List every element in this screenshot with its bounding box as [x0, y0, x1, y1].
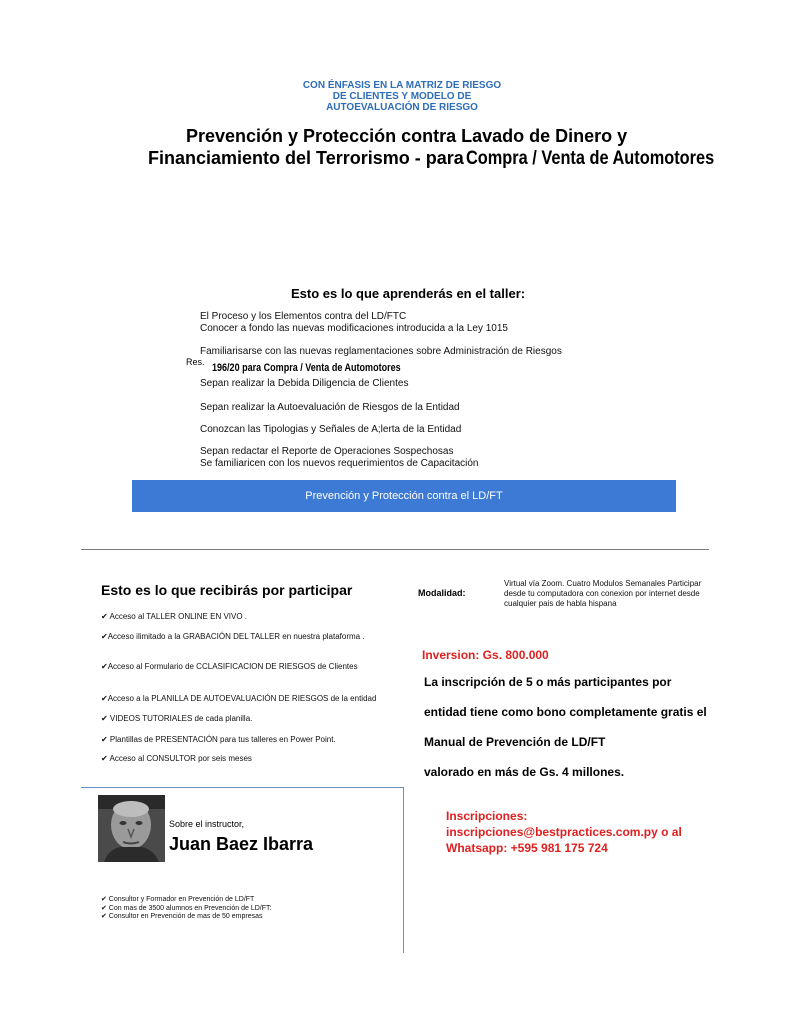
title-prefix: Financiamiento del Terrorismo - para: [148, 148, 464, 168]
promo-line: entidad tiene como bono completamente gratis el: [424, 705, 707, 719]
receive-item: ✔ Plantillas de PRESENTACIÓN para tus talleres en Power Point.: [101, 735, 336, 744]
emphasis-line: DE CLIENTES Y MODELO DE: [332, 91, 472, 102]
emphasis-line: AUTOEVALUACIÓN DE RIESGO: [326, 102, 478, 113]
learn-item: Familiarisarse con las nuevas reglamentaciones sobre Administración de Riesgos: [200, 346, 562, 357]
receive-heading: Esto es lo que recibirás por participar: [101, 582, 353, 598]
learn-item: Conozcan las Tipologias y Señales de A;lerta de la Entidad: [200, 424, 462, 435]
promo-line: La inscripción de 5 o más participantes por: [424, 675, 672, 689]
receive-item: ✔ VIDEOS TUTORIALES de cada planilla.: [101, 714, 253, 723]
receive-item: ✔ Acceso al TALLER ONLINE EN VIVO .: [101, 612, 248, 621]
receive-item: ✔Acceso al Formulario de CCLASIFICACION DE RIESGOS de Clientes: [101, 662, 358, 671]
learn-item: Sepan realizar la Autoevaluación de Riesgos de la Entidad: [200, 402, 460, 413]
learn-item: Sepan redactar el Reporte de Operaciones Sospechosas: [200, 446, 454, 457]
instructor-name: Juan Baez Ibarra: [169, 834, 314, 854]
instructor-item: ✔ Consultor en Prevención de mas de 50 empresas: [101, 913, 263, 920]
modality-label: Modalidad:: [418, 588, 466, 598]
section-divider: [81, 549, 709, 550]
emphasis-line: CON ÉNFASIS EN LA MATRIZ DE RIESGO: [302, 80, 502, 91]
title-highlight: Compra / Venta de Automotores: [465, 148, 714, 169]
price-inversion: Inversion: Gs. 800.000: [422, 648, 549, 662]
learn-item: Conocer a fondo las nuevas modificaciones introducida a la Ley 1015: [200, 323, 508, 334]
instructor-item: ✔ Consultor y Formador en Prevención de LD/FT: [101, 896, 255, 903]
learn-item: El Proceso y los Elementos contra del LD/FTC: [200, 311, 407, 322]
instructor-avatar: [98, 795, 165, 862]
promo-line: valorado en más de Gs. 4 millones.: [424, 765, 625, 779]
learn-heading: Esto es lo que aprenderás en el taller:: [291, 286, 526, 301]
contact-block: [446, 808, 682, 856]
learn-item: Se familiaricen con los nuevos requerimientos de Capacitación: [200, 458, 479, 469]
modality-text: Virtual vía Zoom. Cuatro Modulos Semanales Participar desde tu computadora con conexion por internet desde cualquier pais de habla hispana: [504, 579, 702, 608]
person-photo-icon: [98, 795, 165, 862]
page-title-line1: Prevención y Protección contra Lavado de Dinero y: [186, 126, 628, 146]
contact-whatsapp[interactable]: Whatsapp: +595 981 175 724: [446, 841, 608, 855]
learn-item: Sepan realizar la Debida Diligencia de Clientes: [200, 378, 409, 389]
contact-email[interactable]: inscripciones@bestpractices.com.py o al: [446, 825, 682, 839]
receive-item: ✔Acceso ilimitado a la GRABACIÓN DEL TALLER en nuestra plataforma .: [101, 632, 365, 641]
res-label: Res.: [186, 357, 205, 367]
emphasis-subtitle: [250, 80, 554, 113]
res-text: 196/20 para Compra / Venta de Automotores: [212, 362, 401, 374]
contact-label: Inscripciones:: [446, 809, 528, 823]
instructor-item: ✔ Con mas de 3500 alumnos en Prevención de LD/FT:: [101, 905, 272, 912]
course-button[interactable]: Prevención y Protección contra el LD/FT: [132, 480, 676, 512]
instructor-intro: Sobre el instructor,: [169, 819, 245, 829]
receive-item: ✔ Acceso al CONSULTOR por seis meses: [101, 754, 252, 763]
page-title-line2: [148, 148, 754, 170]
receive-item: ✔Acceso a la PLANILLA DE AUTOEVALUACIÓN DE RIESGOS de la entidad: [101, 694, 377, 703]
promo-line: Manual de Prevención de LD/FT: [424, 735, 606, 749]
